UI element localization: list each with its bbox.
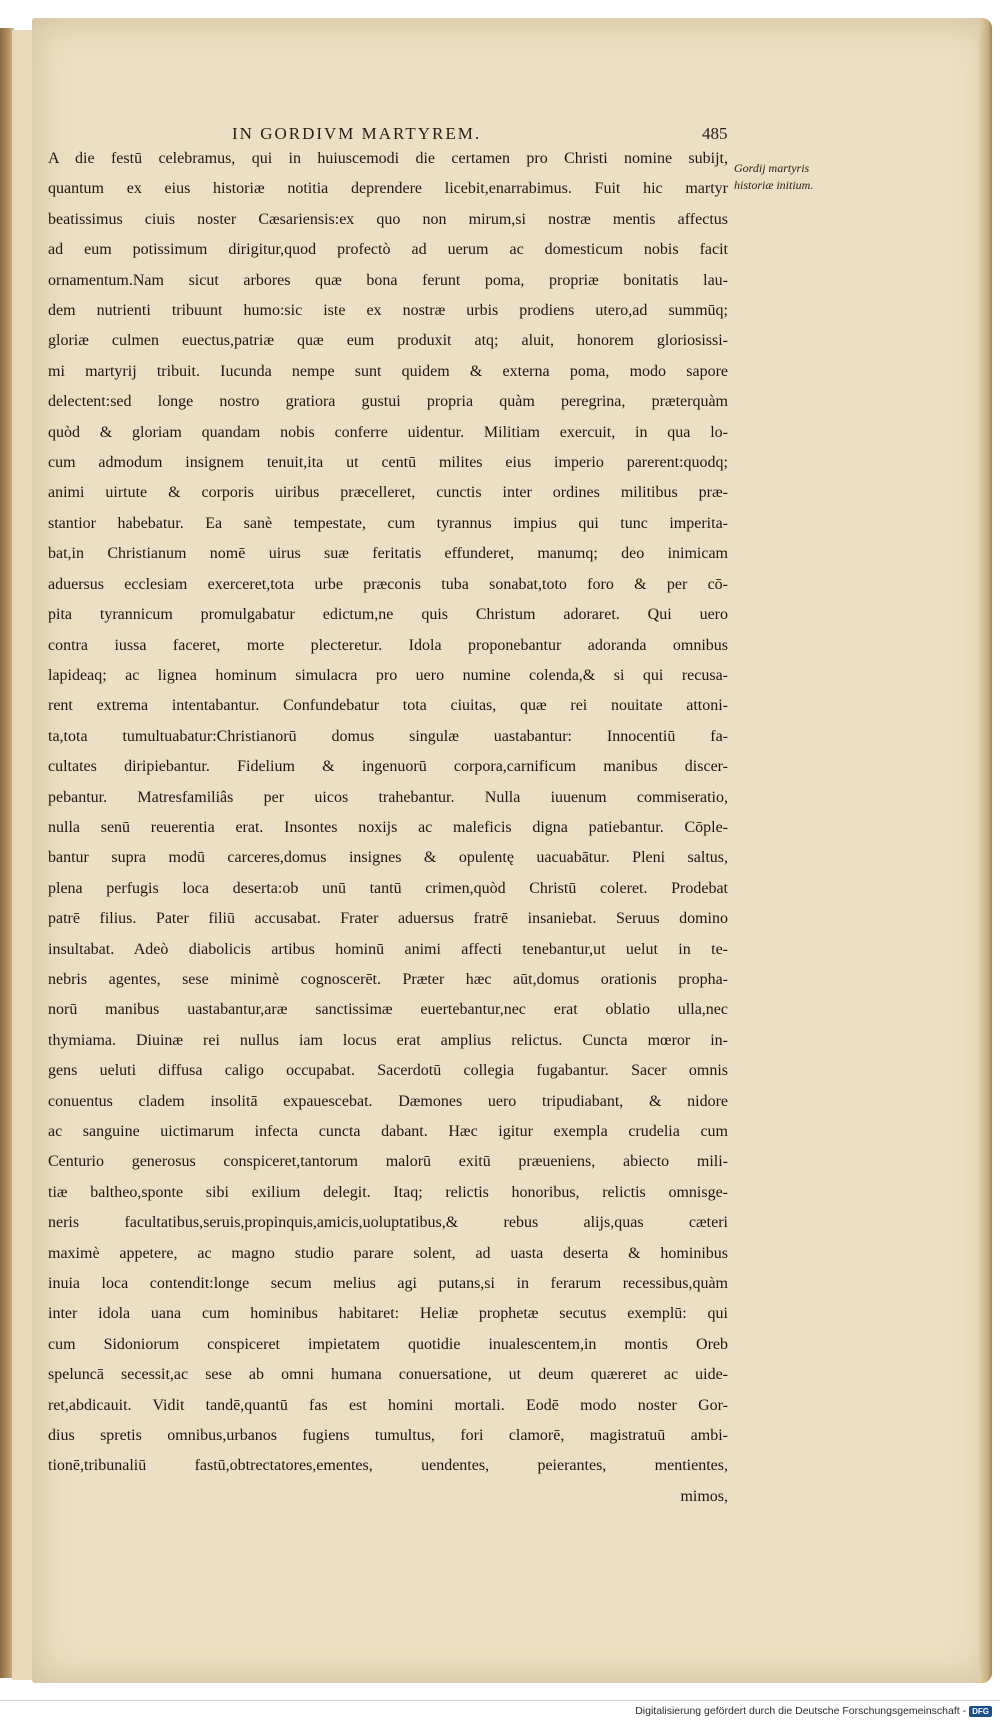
catchword: mimos, bbox=[680, 1487, 728, 1505]
text-line: nebris agentes, sese minimè cognoscerēt. Præter hæc aūt,domus orationis propha- bbox=[48, 970, 728, 988]
text-line: contra iussa faceret, morte plecteretur. Idola proponebantur adoranda omnibus bbox=[48, 636, 728, 654]
text-line: bantur supra modū carceres,domus insignes & opulentę uacuabātur. Pleni saltus, bbox=[48, 849, 728, 867]
text-line: rent extrema intentabantur. Confundebatur tota ciuitas, quæ rei nouitate attoni- bbox=[48, 697, 728, 715]
text-line: neris facultatibus,seruis,propinquis,amicis,uoluptatibus,& rebus alijs,quas cæteri bbox=[48, 1214, 728, 1232]
text-line: pita tyrannicum promulgabatur edictum,ne quis Christum adoraret. Qui uero bbox=[48, 606, 728, 624]
text-line: stantior habebatur. Ea sanè tempestate, cum tyrannus impius qui tunc imperita- bbox=[48, 514, 728, 532]
text-line: plena perfugis loca deserta:ob unū tantū crimen,quòd Christū coleret. Prodebat bbox=[48, 879, 728, 897]
text-line: cum admodum insignem tenuit,ita ut centū milites eius imperio parerent:quodq; bbox=[48, 454, 728, 472]
text-line: ret,abdicauit. Vidit tandē,quantū fas est homini mortali. Eodē modo noster Gor- bbox=[48, 1396, 728, 1414]
page-number: 485 bbox=[702, 124, 728, 143]
text-line: lapideaq; ac lignea hominum simulacra pro uero numine colenda,& si qui recusa- bbox=[48, 666, 728, 684]
text-line: quòd & gloriam quandam nobis conferre uidentur. Militiam exercuit, in qua lo- bbox=[48, 423, 728, 441]
dfg-logo: DFG bbox=[969, 1706, 992, 1717]
digitization-credit bbox=[635, 1705, 992, 1717]
marginal-note: Gordij martyris historiæ initium. bbox=[734, 161, 814, 192]
text-line: inuia loca contendit:longe secum melius agi putans,si in ferarum recessibus,quàm bbox=[48, 1275, 728, 1293]
credit-text: Digitalisierung gefördert durch die Deutsche Forschungsgemeinschaft - bbox=[635, 1705, 967, 1717]
text-line: insultabat. Adeò diabolicis artibus hominū animi affecti tenebantur,ut uelut in te- bbox=[48, 940, 728, 958]
text-line: maximè appetere, ac magno studio parare solent, ad uasta deserta & hominibus bbox=[48, 1244, 728, 1262]
text-line: tiæ baltheo,sponte sibi exilium delegit. Itaq; relictis honoribus, relictis omnisge- bbox=[48, 1183, 728, 1201]
text-line: gens ueluti diffusa caligo occupabat. Sacerdotū collegia fugabantur. Sacer omnis bbox=[48, 1062, 728, 1080]
page-edge bbox=[978, 18, 992, 1683]
text-line: nulla senū reuerentia erat. Insontes noxijs ac maleficis digna patiebantur. Cōple- bbox=[48, 818, 728, 836]
text-line: A die festū celebramus, qui in huiuscemodi die certamen pro Christi nomine subijt, bbox=[48, 150, 728, 167]
text-line: quantum ex eius historiæ notitia deprendere licebit,enarrabimus. Fuit hic martyr bbox=[48, 180, 728, 198]
text-line: Centurio generosus conspiceret,tantorum malorū exitū præueniens, abiecto mili- bbox=[48, 1153, 728, 1171]
text-line: beatissimus ciuis noster Cæsariensis:ex quo non mirum,si nostræ mentis affectus bbox=[48, 210, 728, 228]
text-line: norū manibus uastabantur,aræ sanctissimæ euertebantur,nec erat oblatio ulla,nec bbox=[48, 1001, 728, 1019]
text-line: gloriæ culmen euectus,patriæ quæ eum produxit atq; aluit, honorem gloriosissi- bbox=[48, 332, 728, 350]
text-line: delectent:sed longe nostro gratiora gustui propria quàm peregrina, præterquàm bbox=[48, 393, 728, 411]
text-line: animi uirtute & corporis uiribus præcelleret, cunctis inter ordines militibus præ- bbox=[48, 484, 728, 502]
text-line: aduersus ecclesiam exerceret,tota urbe præconis tuba sonabat,toto foro & per cō- bbox=[48, 575, 728, 593]
text-line: thymiama. Diuinæ rei nullus iam locus erat amplius relictus. Cuncta mœror in- bbox=[48, 1031, 728, 1049]
footer-rule bbox=[0, 1700, 1000, 1701]
text-line: ad eum potissimum dirigitur,quod profectò ad uerum ac domesticum nobis facit bbox=[48, 241, 728, 259]
text-line: ornamentum.Nam sicut arbores quæ bona ferunt poma, propriæ bonitatis lau- bbox=[48, 271, 728, 289]
text-line: cultates diripiebantur. Fidelium & ingenuorū corpora,carnificum manibus discer- bbox=[48, 758, 728, 776]
text-line: dius spretis omnibus,urbanos fugiens tumultus, fori clamorē, magistratuū ambi- bbox=[48, 1427, 728, 1445]
text-line: ac sanguine uictimarum infecta cuncta dabant. Hæc igitur exempla crudelia cum bbox=[48, 1123, 728, 1140]
text-line: tionē,tribunaliū fastū,obtrectatores,ementes, uendentes, peierantes, mentientes, bbox=[48, 1457, 728, 1475]
text-line: conuentus cladem insolitā expauescebat. Dæmones uero tripudiabant, & nidore bbox=[48, 1092, 728, 1110]
text-line: ta,tota tumultuabatur:Christianorū domus singulæ uastabantur: Innocentiū fa- bbox=[48, 727, 728, 745]
text-line: cum Sidoniorum conspiceret impietatem quotidie inualescentem,in montis Oreb bbox=[48, 1335, 728, 1353]
text-line: pebantur. Matresfamiliâs per uicos trahebantur. Nulla iuuenum commiseratio, bbox=[48, 788, 728, 806]
text-line: patrē filius. Pater filiū accusabat. Frater aduersus fratrē insaniebat. Seruus domino bbox=[48, 910, 728, 928]
text-line: speluncā secessit,ac sese ab omni humana conuersatione, ut deum quæreret ac uide- bbox=[48, 1366, 728, 1384]
text-line: dem nutrienti tribuunt humo:sic iste ex nostræ urbis prodiens utero,ad summūq; bbox=[48, 302, 728, 320]
body-text bbox=[48, 144, 728, 1512]
running-head: IN GORDIVM MARTYREM. bbox=[232, 124, 482, 143]
text-line: bat,in Christianum nomē uirus suæ feritatis effunderet, manumq; deo inimicam bbox=[48, 545, 728, 563]
text-line: inter idola uana cum hominibus habitaret: Heliæ prophetæ secutus exemplū: qui bbox=[48, 1305, 728, 1323]
book-page bbox=[32, 18, 992, 1683]
text-line: mi martyrij tribuit. Iucunda nempe sunt quidem & externa poma, modo sapore bbox=[48, 362, 728, 380]
